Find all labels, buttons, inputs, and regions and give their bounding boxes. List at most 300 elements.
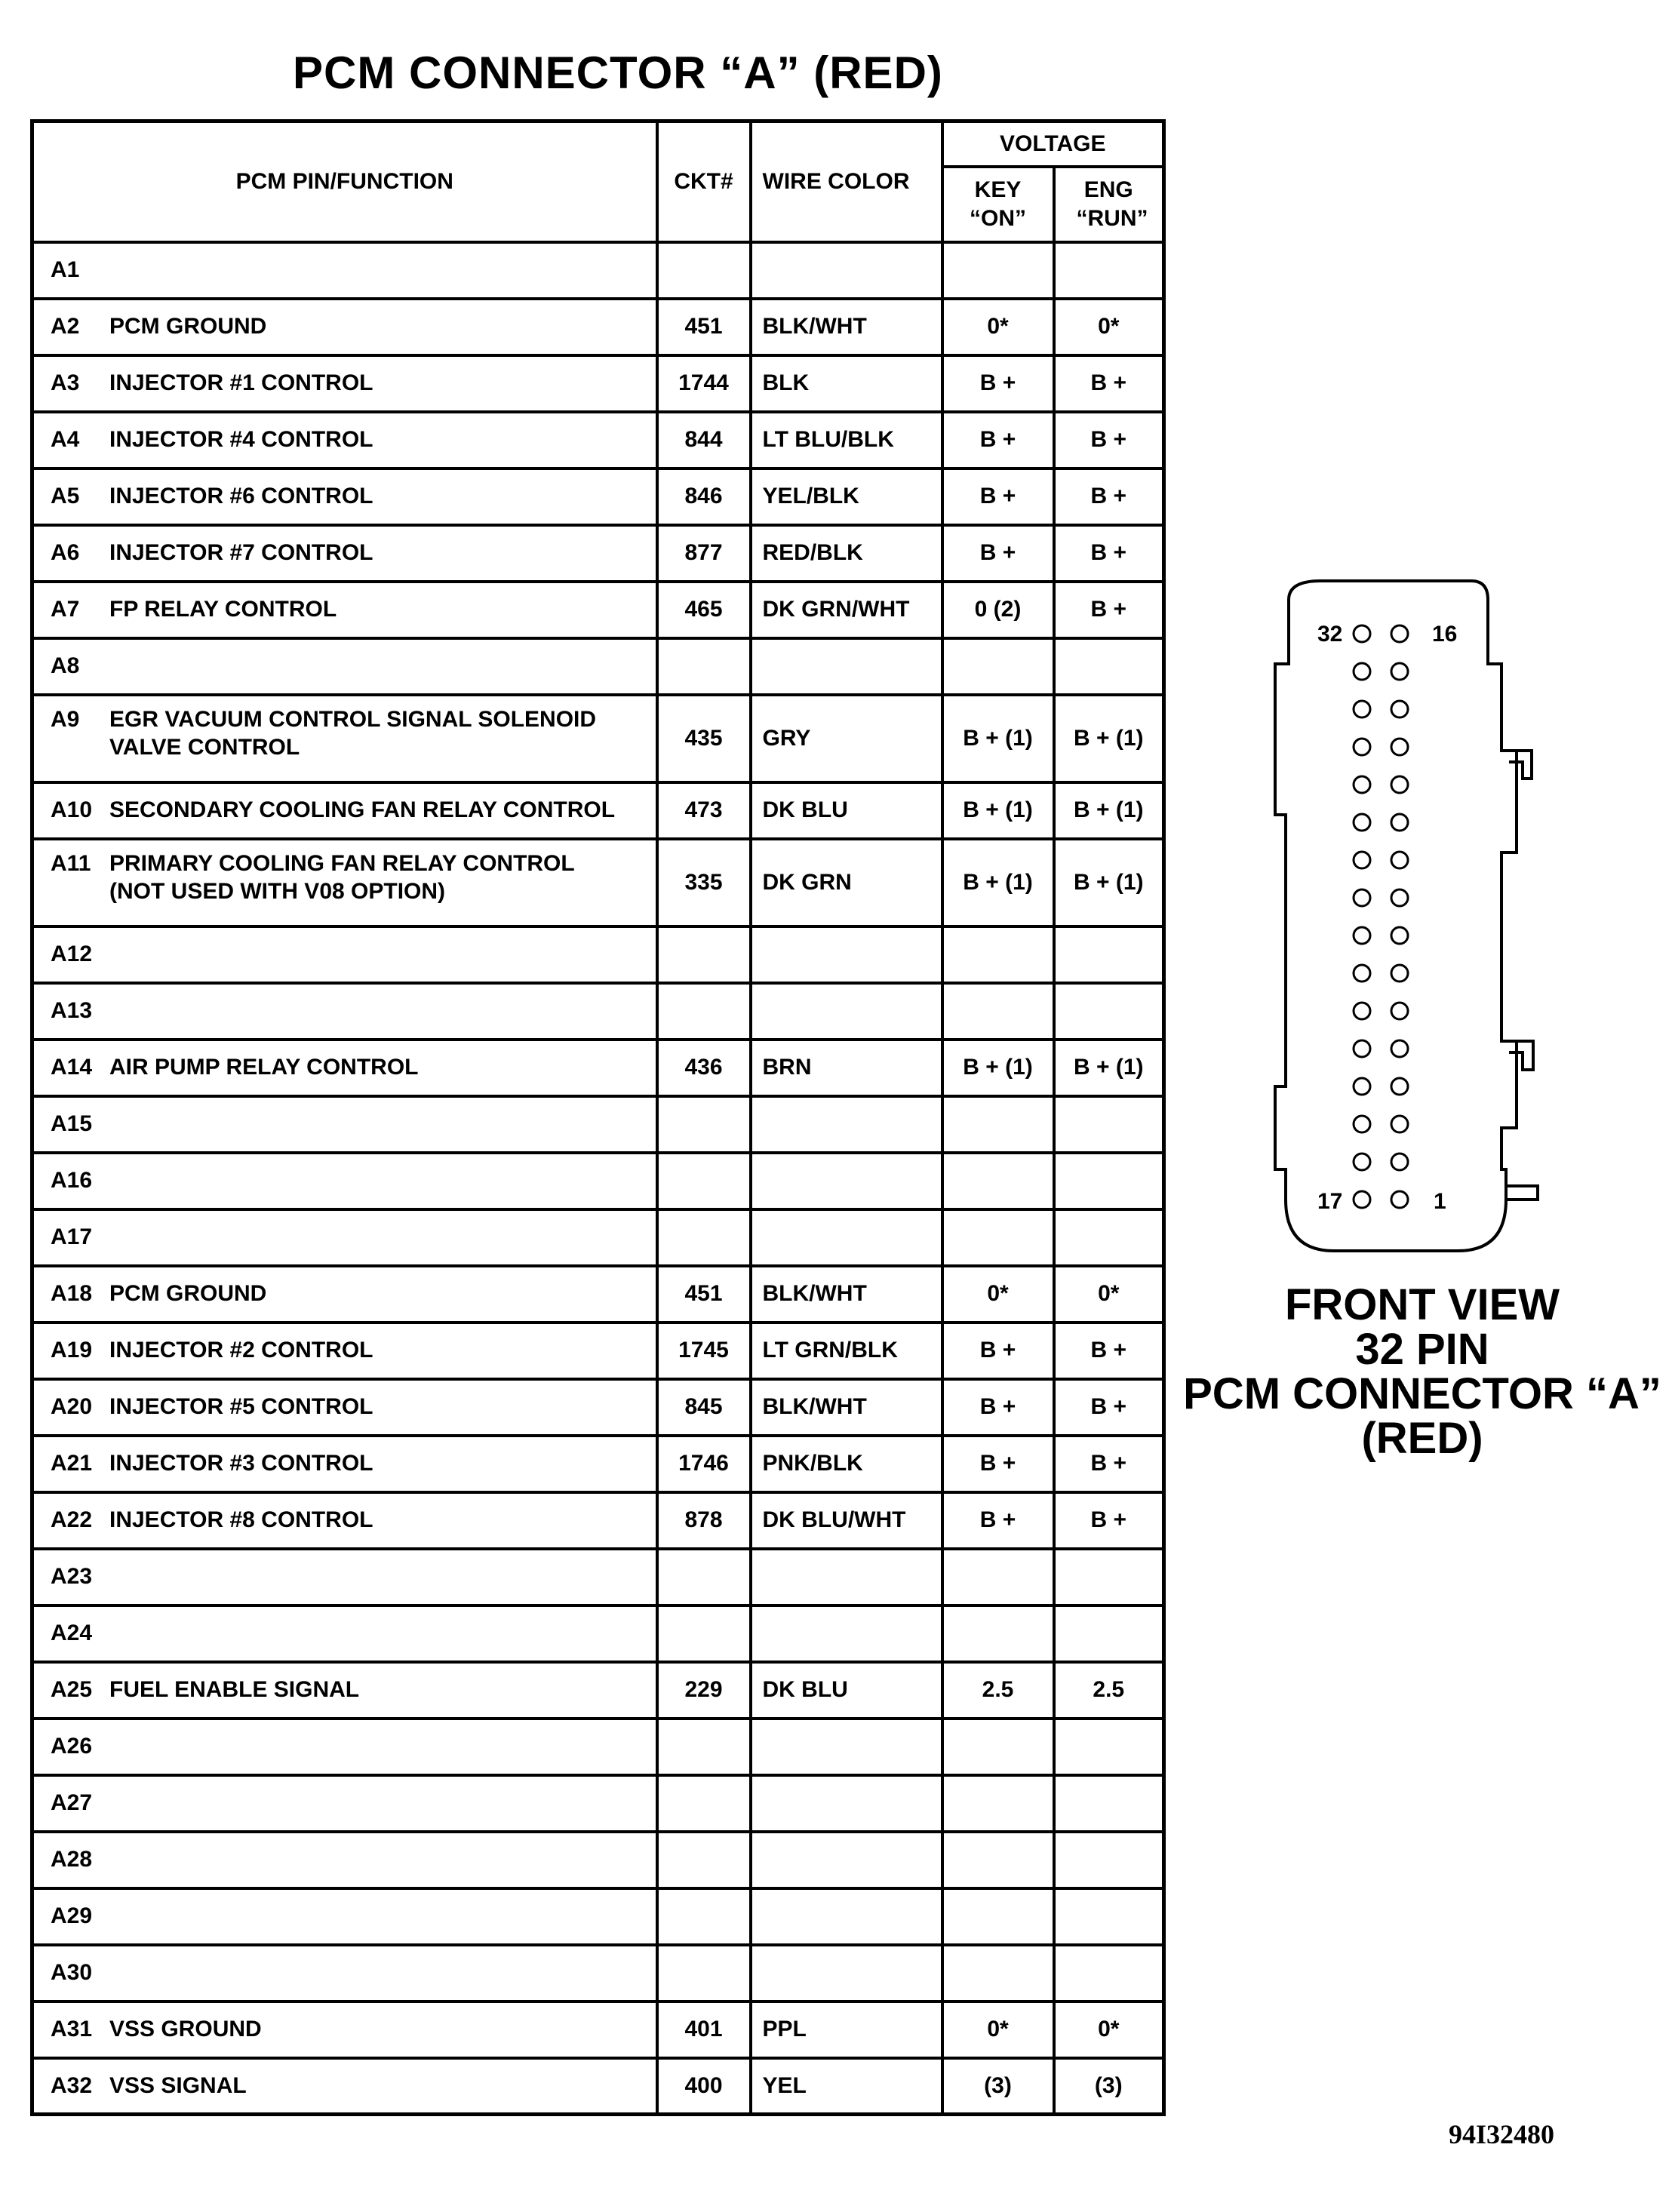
cell-pin-function: [32, 1945, 657, 2002]
cell-wire-color: [751, 1209, 942, 1266]
table-row: [32, 2058, 1164, 2115]
cell-eng-run: 0*: [1054, 1266, 1164, 1323]
cell-wire-color: [751, 1153, 942, 1209]
cell-ckt: 473: [657, 782, 751, 839]
cell-eng-run: [1054, 1605, 1164, 1662]
cell-wire-color: YEL: [751, 2058, 942, 2115]
cell-eng-run: B +: [1054, 355, 1164, 412]
cell-ckt: [657, 1945, 751, 2002]
pin-hole: [1391, 927, 1408, 944]
pin-hole: [1391, 1003, 1408, 1019]
table-row: [32, 1605, 1164, 1662]
cell-wire-color: DK GRN/WHT: [751, 582, 942, 638]
pin-function-text: INJECTOR #1 CONTROL: [109, 370, 373, 396]
pin-hole: [1354, 625, 1370, 642]
table-row: [32, 1153, 1164, 1209]
cell-eng-run: B + (1): [1054, 695, 1164, 782]
pin-number: A27: [51, 1790, 93, 1816]
cell-pin-function: [32, 983, 657, 1040]
cell-wire-color: [751, 1096, 942, 1153]
cell-wire-color: DK GRN: [751, 839, 942, 926]
cell-eng-run: B + (1): [1054, 1040, 1164, 1096]
cell-key-on: [942, 926, 1054, 983]
cell-ckt: 844: [657, 412, 751, 469]
pin-hole: [1354, 814, 1370, 831]
cell-ckt: 400: [657, 2058, 751, 2115]
pin-label-1: 1: [1434, 1189, 1446, 1214]
cell-eng-run: [1054, 638, 1164, 695]
pin-hole: [1391, 701, 1408, 717]
pin-function-table: [30, 119, 1166, 2116]
cell-eng-run: B + (1): [1054, 839, 1164, 926]
cell-ckt: [657, 1153, 751, 1209]
cell-ckt: 1746: [657, 1436, 751, 1492]
cell-eng-run: [1054, 1096, 1164, 1153]
pin-number: A30: [51, 1960, 93, 1986]
connector-front-view-diagram: [1252, 566, 1539, 1260]
pin-function-text: INJECTOR #2 CONTROL: [109, 1338, 373, 1363]
cell-key-on: [942, 1945, 1054, 2002]
pin-holes: [1354, 625, 1408, 1208]
cell-key-on: B +: [942, 1379, 1054, 1436]
cell-ckt: 878: [657, 1492, 751, 1549]
cell-eng-run: [1054, 1775, 1164, 1832]
cell-ckt: [657, 983, 751, 1040]
cell-wire-color: [751, 1832, 942, 1888]
cell-ckt: 335: [657, 839, 751, 926]
pin-number: A19: [51, 1338, 93, 1363]
header-key-on: KEY “ON”: [942, 167, 1054, 242]
cell-eng-run: B + (1): [1054, 782, 1164, 839]
cell-ckt: [657, 1209, 751, 1266]
table-row: [32, 1549, 1164, 1605]
table-row: [32, 412, 1164, 469]
header-wire-color: WIRE COLOR: [751, 121, 942, 242]
cell-pin-function: [32, 1662, 657, 1719]
pin-function-text: INJECTOR #7 CONTROL: [109, 540, 373, 566]
cell-key-on: B + (1): [942, 782, 1054, 839]
cell-key-on: [942, 1719, 1054, 1775]
cell-eng-run: [1054, 1888, 1164, 1945]
pin-number: A8: [51, 653, 80, 679]
table-row: [32, 983, 1164, 1040]
cell-key-on: B +: [942, 1436, 1054, 1492]
cell-ckt: [657, 1832, 751, 1888]
pin-function-text: AIR PUMP RELAY CONTROL: [109, 1055, 419, 1080]
table-row: [32, 1209, 1164, 1266]
pin-hole: [1354, 701, 1370, 717]
cell-eng-run: 0*: [1054, 2002, 1164, 2058]
table-row: [32, 525, 1164, 582]
pin-number: A9: [51, 706, 80, 732]
cell-pin-function: [32, 582, 657, 638]
connector-caption: [1166, 1280, 1672, 1464]
pin-hole: [1354, 739, 1370, 755]
pin-function-text: EGR VACUUM CONTROL SIGNAL SOLENOID: [109, 706, 597, 732]
pin-label-16: 16: [1432, 622, 1458, 647]
pin-number: A32: [51, 2073, 93, 2098]
pin-hole: [1391, 1040, 1408, 1057]
cell-key-on: 0*: [942, 2002, 1054, 2058]
cell-ckt: 877: [657, 525, 751, 582]
pin-function-text: PRIMARY COOLING FAN RELAY CONTROL: [109, 850, 575, 876]
cell-wire-color: DK BLU/WHT: [751, 1492, 942, 1549]
pin-number: A21: [51, 1451, 93, 1476]
cell-pin-function: [32, 1888, 657, 1945]
cell-pin-function: [32, 299, 657, 355]
pin-hole: [1391, 965, 1408, 982]
cell-wire-color: [751, 1549, 942, 1605]
pin-hole: [1354, 663, 1370, 680]
pin-hole: [1391, 852, 1408, 868]
cell-pin-function: [32, 2002, 657, 2058]
cell-ckt: 436: [657, 1040, 751, 1096]
pin-number: A31: [51, 2017, 93, 2042]
header-ckt: CKT#: [657, 121, 751, 242]
cell-key-on: B + (1): [942, 695, 1054, 782]
cell-wire-color: BLK/WHT: [751, 1379, 942, 1436]
cell-pin-function: [32, 1153, 657, 1209]
table-row: [32, 1719, 1164, 1775]
pin-number: A24: [51, 1621, 93, 1646]
cell-key-on: 0*: [942, 299, 1054, 355]
pin-number: A14: [51, 1055, 93, 1080]
cell-eng-run: [1054, 1153, 1164, 1209]
cell-ckt: 451: [657, 1266, 751, 1323]
pin-function-text: VSS GROUND: [109, 2017, 262, 2042]
cell-key-on: [942, 1153, 1054, 1209]
cell-pin-function: [32, 1266, 657, 1323]
cell-pin-function: [32, 355, 657, 412]
cell-eng-run: B +: [1054, 582, 1164, 638]
cell-wire-color: [751, 983, 942, 1040]
pin-number: A2: [51, 314, 80, 339]
pin-hole: [1391, 663, 1408, 680]
pin-hole: [1391, 739, 1408, 755]
cell-wire-color: DK BLU: [751, 782, 942, 839]
cell-ckt: [657, 242, 751, 299]
pin-function-text: INJECTOR #8 CONTROL: [109, 1507, 373, 1533]
header-eng-run: ENG “RUN”: [1054, 167, 1164, 242]
pin-number: A1: [51, 257, 80, 283]
cell-ckt: 451: [657, 299, 751, 355]
pin-function-text: PCM GROUND: [109, 1281, 267, 1307]
cell-ckt: 846: [657, 469, 751, 525]
header-voltage: VOLTAGE: [942, 121, 1164, 167]
cell-wire-color: [751, 1605, 942, 1662]
pin-number: A16: [51, 1168, 93, 1194]
cell-eng-run: B +: [1054, 1492, 1164, 1549]
pin-function-text: INJECTOR #6 CONTROL: [109, 484, 373, 509]
table-row: [32, 1323, 1164, 1379]
cell-wire-color: PNK/BLK: [751, 1436, 942, 1492]
cell-ckt: [657, 1549, 751, 1605]
cell-pin-function: [32, 525, 657, 582]
pin-hole: [1391, 1078, 1408, 1095]
connector-tab-right: [1506, 1186, 1538, 1200]
cell-pin-function: [32, 469, 657, 525]
cell-key-on: 2.5: [942, 1662, 1054, 1719]
pin-number: A20: [51, 1394, 93, 1420]
cell-key-on: [942, 1832, 1054, 1888]
cell-wire-color: [751, 638, 942, 695]
cell-key-on: B + (1): [942, 839, 1054, 926]
pin-number: A17: [51, 1224, 93, 1250]
cell-key-on: [942, 1888, 1054, 1945]
cell-key-on: B +: [942, 355, 1054, 412]
table-row: [32, 355, 1164, 412]
pin-hole: [1391, 814, 1408, 831]
table-row: [32, 1775, 1164, 1832]
cell-wire-color: YEL/BLK: [751, 469, 942, 525]
caption-line-connector: PCM CONNECTOR “A”: [1183, 1369, 1661, 1419]
cell-ckt: [657, 1775, 751, 1832]
cell-wire-color: [751, 1888, 942, 1945]
cell-ckt: 1745: [657, 1323, 751, 1379]
pin-number: A26: [51, 1734, 93, 1759]
cell-wire-color: DK BLU: [751, 1662, 942, 1719]
cell-wire-color: RED/BLK: [751, 525, 942, 582]
cell-key-on: 0 (2): [942, 582, 1054, 638]
table-row: [32, 1945, 1164, 2002]
cell-eng-run: B +: [1054, 1436, 1164, 1492]
caption-line-color: (RED): [1361, 1414, 1483, 1464]
pin-hole: [1354, 1154, 1370, 1170]
pin-number: A22: [51, 1507, 93, 1533]
connector-outline-svg: [1252, 566, 1539, 1260]
pin-number: A5: [51, 484, 80, 509]
cell-key-on: B + (1): [942, 1040, 1054, 1096]
pin-function-text: INJECTOR #3 CONTROL: [109, 1451, 373, 1476]
cell-pin-function: [32, 1436, 657, 1492]
cell-wire-color: [751, 1945, 942, 2002]
cell-wire-color: BLK/WHT: [751, 1266, 942, 1323]
cell-pin-function: [32, 695, 657, 782]
table-row: [32, 1379, 1164, 1436]
pin-function-text: VSS SIGNAL: [109, 2073, 247, 2098]
table-row: [32, 1888, 1164, 1945]
cell-eng-run: [1054, 926, 1164, 983]
cell-key-on: [942, 1605, 1054, 1662]
cell-ckt: 401: [657, 2002, 751, 2058]
table-row: [32, 299, 1164, 355]
pin-hole: [1391, 776, 1408, 793]
cell-pin-function: [32, 1209, 657, 1266]
pin-number: A3: [51, 370, 80, 396]
table-row: [32, 638, 1164, 695]
pin-hole: [1354, 776, 1370, 793]
cell-wire-color: [751, 1719, 942, 1775]
pin-number: A6: [51, 540, 80, 566]
pin-number: A12: [51, 942, 93, 967]
cell-wire-color: LT GRN/BLK: [751, 1323, 942, 1379]
pin-hole: [1354, 965, 1370, 982]
cell-key-on: [942, 1775, 1054, 1832]
pin-function-text: INJECTOR #4 CONTROL: [109, 427, 373, 453]
cell-wire-color: BRN: [751, 1040, 942, 1096]
cell-pin-function: [32, 1719, 657, 1775]
pin-function-text: FUEL ENABLE SIGNAL: [109, 1677, 360, 1703]
pin-number: A29: [51, 1903, 93, 1929]
pin-hole: [1391, 1116, 1408, 1132]
pin-hole: [1391, 889, 1408, 906]
cell-wire-color: BLK/WHT: [751, 299, 942, 355]
pin-function-text: PCM GROUND: [109, 314, 267, 339]
cell-eng-run: [1054, 1832, 1164, 1888]
table-row: [32, 2002, 1164, 2058]
pin-label-17: 17: [1317, 1189, 1343, 1214]
pin-hole: [1391, 1191, 1408, 1208]
cell-ckt: [657, 1888, 751, 1945]
table-row: [32, 839, 1164, 926]
table-row: [32, 582, 1164, 638]
pin-number: A18: [51, 1281, 93, 1307]
cell-eng-run: B +: [1054, 469, 1164, 525]
cell-ckt: [657, 926, 751, 983]
table-row: [32, 1040, 1164, 1096]
pin-label-32: 32: [1317, 622, 1343, 647]
pin-number: A4: [51, 427, 80, 453]
pin-number: A25: [51, 1677, 93, 1703]
cell-key-on: B +: [942, 469, 1054, 525]
cell-eng-run: B +: [1054, 412, 1164, 469]
pin-hole: [1354, 1191, 1370, 1208]
table-row: [32, 695, 1164, 782]
pin-hole: [1354, 1116, 1370, 1132]
figure-id: 94I32480: [1449, 2119, 1555, 2149]
table-row: [32, 469, 1164, 525]
cell-eng-run: (3): [1054, 2058, 1164, 2115]
table-body: [32, 242, 1164, 2115]
table-row: [32, 782, 1164, 839]
table-row: [32, 1436, 1164, 1492]
table-row: [32, 1832, 1164, 1888]
cell-eng-run: 0*: [1054, 299, 1164, 355]
pin-function-text: FP RELAY CONTROL: [109, 597, 337, 622]
cell-pin-function: [32, 1323, 657, 1379]
cell-pin-function: [32, 242, 657, 299]
cell-ckt: 1744: [657, 355, 751, 412]
table-row: [32, 242, 1164, 299]
cell-eng-run: [1054, 1719, 1164, 1775]
pin-function-text: INJECTOR #5 CONTROL: [109, 1394, 373, 1420]
pin-function-text-line2: (NOT USED WITH V08 OPTION): [109, 879, 446, 904]
cell-pin-function: [32, 638, 657, 695]
cell-key-on: B +: [942, 1492, 1054, 1549]
cell-eng-run: B +: [1054, 1379, 1164, 1436]
table-row: [32, 1096, 1164, 1153]
table-row: [32, 1492, 1164, 1549]
cell-pin-function: [32, 926, 657, 983]
cell-key-on: B +: [942, 412, 1054, 469]
cell-wire-color: [751, 242, 942, 299]
cell-ckt: 465: [657, 582, 751, 638]
cell-pin-function: [32, 2058, 657, 2115]
cell-pin-function: [32, 1832, 657, 1888]
cell-eng-run: [1054, 983, 1164, 1040]
cell-wire-color: LT BLU/BLK: [751, 412, 942, 469]
pin-hole: [1354, 852, 1370, 868]
cell-pin-function: [32, 1040, 657, 1096]
cell-ckt: [657, 1096, 751, 1153]
pin-hole: [1354, 889, 1370, 906]
page-title: PCM CONNECTOR “A” (RED): [293, 48, 943, 98]
table-row: [32, 1662, 1164, 1719]
cell-wire-color: GRY: [751, 695, 942, 782]
cell-pin-function: [32, 1605, 657, 1662]
cell-key-on: 0*: [942, 1266, 1054, 1323]
pin-number: A23: [51, 1564, 93, 1590]
table-row: [32, 1266, 1164, 1323]
pin-number: A15: [51, 1111, 93, 1137]
pin-function-text: SECONDARY COOLING FAN RELAY CONTROL: [109, 797, 616, 823]
cell-pin-function: [32, 782, 657, 839]
cell-pin-function: [32, 1775, 657, 1832]
connector-housing-outline: [1275, 581, 1517, 1251]
cell-wire-color: [751, 926, 942, 983]
pin-number: A10: [51, 797, 93, 823]
cell-pin-function: [32, 1096, 657, 1153]
pin-hole: [1391, 1154, 1408, 1170]
cell-pin-function: [32, 839, 657, 926]
caption-line-front-view: FRONT VIEW: [1284, 1280, 1560, 1329]
cell-wire-color: PPL: [751, 2002, 942, 2058]
cell-wire-color: BLK: [751, 355, 942, 412]
caption-line-pin-count: 32 PIN: [1355, 1325, 1489, 1375]
cell-pin-function: [32, 1549, 657, 1605]
pin-hole: [1354, 1040, 1370, 1057]
cell-key-on: [942, 638, 1054, 695]
cell-pin-function: [32, 412, 657, 469]
pin-number: A7: [51, 597, 80, 622]
cell-ckt: 229: [657, 1662, 751, 1719]
cell-key-on: B +: [942, 1323, 1054, 1379]
cell-eng-run: 2.5: [1054, 1662, 1164, 1719]
pin-hole: [1354, 1078, 1370, 1095]
cell-key-on: [942, 1209, 1054, 1266]
pin-number: A11: [51, 850, 91, 876]
cell-ckt: [657, 1719, 751, 1775]
header-pin-function: PCM PIN/FUNCTION: [32, 121, 657, 242]
pin-number: A28: [51, 1847, 93, 1873]
table-row: [32, 926, 1164, 983]
cell-pin-function: [32, 1492, 657, 1549]
cell-pin-function: [32, 1379, 657, 1436]
cell-wire-color: [751, 1775, 942, 1832]
cell-eng-run: [1054, 1209, 1164, 1266]
cell-key-on: [942, 1096, 1054, 1153]
cell-key-on: [942, 983, 1054, 1040]
cell-eng-run: [1054, 242, 1164, 299]
pin-function-text-line2: VALVE CONTROL: [109, 735, 300, 760]
cell-ckt: 845: [657, 1379, 751, 1436]
cell-key-on: [942, 1549, 1054, 1605]
cell-eng-run: B +: [1054, 1323, 1164, 1379]
cell-key-on: (3): [942, 2058, 1054, 2115]
cell-ckt: [657, 1605, 751, 1662]
cell-key-on: B +: [942, 525, 1054, 582]
cell-eng-run: [1054, 1549, 1164, 1605]
cell-key-on: [942, 242, 1054, 299]
cell-ckt: [657, 638, 751, 695]
pin-hole: [1391, 625, 1408, 642]
cell-eng-run: B +: [1054, 525, 1164, 582]
cell-ckt: 435: [657, 695, 751, 782]
pin-number: A13: [51, 998, 93, 1024]
pin-hole: [1354, 927, 1370, 944]
cell-eng-run: [1054, 1945, 1164, 2002]
pin-hole: [1354, 1003, 1370, 1019]
